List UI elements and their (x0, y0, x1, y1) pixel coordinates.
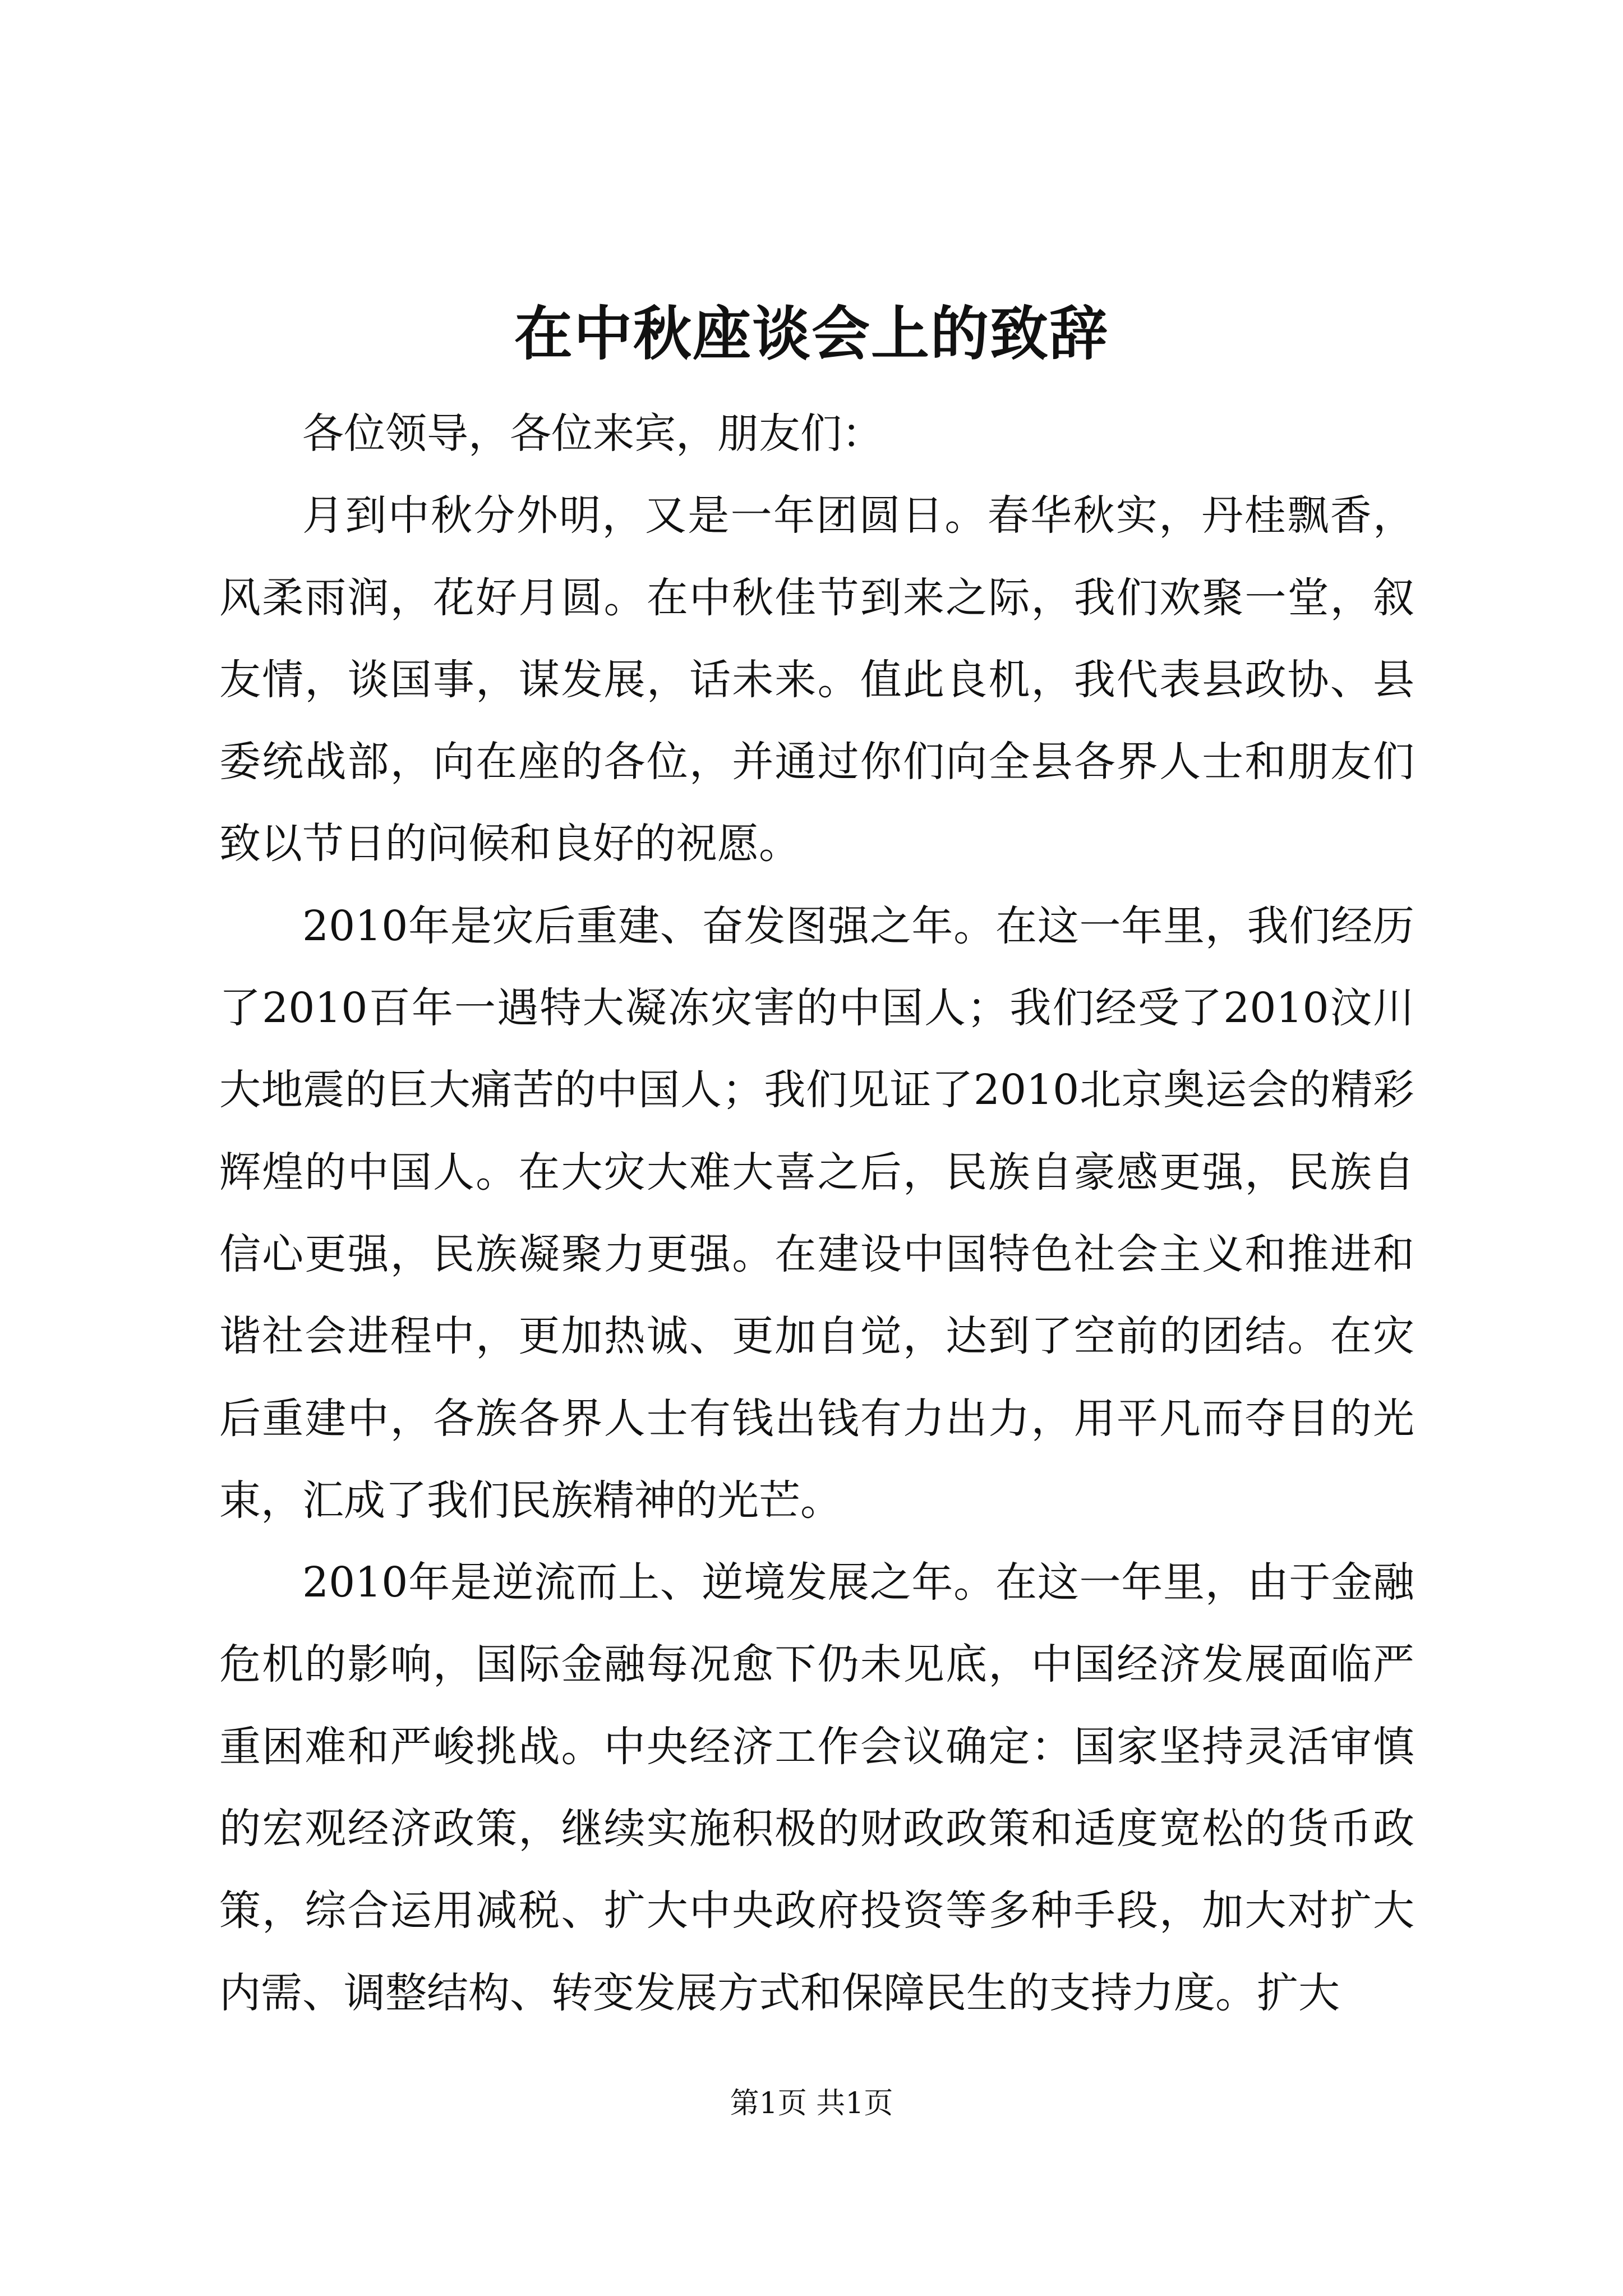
document-body (219, 393, 1414, 2034)
document-title: 在中秋座谈会上的致辞 (514, 299, 1109, 368)
paragraph-1: 月到中秋分外明，又是一年团圆日。春华秋实，丹桂飘香，风柔雨润，花好月圆。在中秋佳节到来之际，我们欢聚一堂，叙友情，谈国事，谋发展，话未来。值此良机，我代表县政协、县委统战部，向在座的各位，并通过你们向全县各界人士和朋友们致以节日的问候和良好的祝愿。 (219, 491, 1414, 868)
paragraph-3: 2010年是逆流而上、逆境发展之年。在这一年里，由于金融危机的影响，国际金融每况愈下仍未见底，中国经济发展面临严重困难和严峻挑战。中央经济工作会议确定：国家坚持灵活审慎的宏观经济政策，继续实施积极的财政政策和适度宽松的货币政策，综合运用减税、扩大中央政府投资等多种手段，加大对扩大内需、调整结构、转变发展方式和保障民生的支持力度。扩大 (219, 1558, 1414, 2017)
page-footer: 第1页 共1页 (730, 2087, 893, 2120)
salutation: 各位领导，各位来宾，朋友们： (302, 409, 883, 458)
paragraph-2: 2010年是灾后重建、奋发图强之年。在这一年里，我们经历了2010百年一遇特大凝冻灾害的中国人；我们经受了2010汶川大地震的巨大痛苦的中国人；我们见证了2010北京奥运会的精彩辉煌的中国人。在大灾大难大喜之后，民族自豪感更强，民族自信心更强，民族凝聚力更强。在建设中国特色社会主义和推进和谐社会进程中，更加热诚、更加自觉，达到了空前的团结。在灾后重建中，各族各界人士有钱出钱有力出力，用平凡而夺目的光束，汇成了我们民族精神的光芒。 (219, 901, 1414, 1525)
